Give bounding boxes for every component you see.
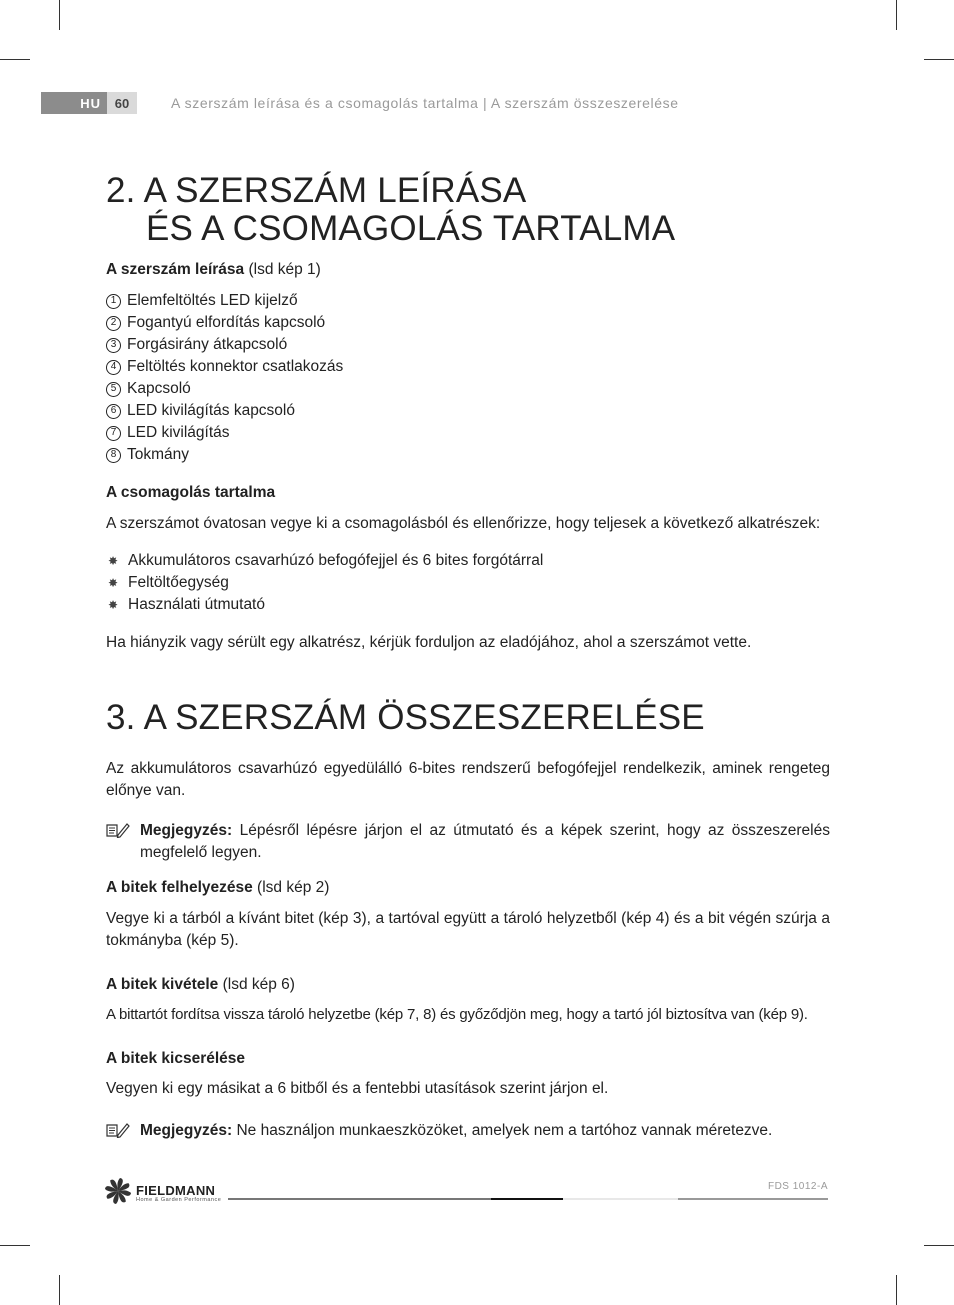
parts-list-item — [106, 290, 343, 312]
note-2-label: Megjegyzés: — [140, 1122, 233, 1139]
parts-list-item — [106, 422, 343, 444]
part-label: Feltöltés konnektor csatlakozás — [127, 358, 344, 375]
parts-list-item — [106, 334, 343, 356]
description-heading — [106, 259, 830, 281]
assembly-intro: Az akkumulátoros csavarhúzó egyedülálló 6-bites rendszerű befogófejjel rendelkezik, aminek rengeteg előnye van. — [106, 760, 830, 799]
gear-bullet-icon: ✸ — [107, 598, 119, 612]
section-2-title-line1: 2. A SZERSZÁM LEÍRÁSA — [106, 171, 527, 210]
model-number: FDS 1012-A — [767, 1181, 828, 1192]
part-number-badge: 4 — [106, 360, 121, 375]
insert-heading-ref: (lsd kép 2) — [252, 879, 330, 896]
description-heading-ref: (lsd kép 1) — [244, 261, 321, 278]
package-item-label: Használati útmutató — [128, 596, 265, 613]
page-number: 60 — [107, 92, 137, 114]
crop-mark — [0, 59, 30, 60]
part-label: Kapcsoló — [127, 380, 191, 397]
remove-heading — [106, 974, 830, 996]
part-number-badge: 2 — [106, 316, 121, 331]
package-list-item — [106, 594, 543, 616]
remove-heading-title: A bitek kivétele — [106, 976, 219, 993]
parts-list-item — [106, 444, 343, 466]
note-1-label: Megjegyzés: — [140, 822, 233, 839]
remove-text: A bittartót fordítsa vissza tároló helyzetbe (kép 7, 8) és győződjön meg, hogy a tartó jól biztosítva van (kép 9). — [106, 1006, 808, 1023]
section-2-title-line2: ÉS A CSOMAGOLÁS TARTALMA — [146, 209, 676, 248]
note-pencil-icon — [106, 1120, 140, 1145]
crop-mark — [59, 0, 60, 30]
replace-text: Vegyen ki egy másikat a 6 bitből és a fentebbi utasítások szerint járjon el. — [106, 1080, 609, 1097]
part-number-badge: 3 — [106, 338, 121, 353]
note-2-text: Ne használjon munkaeszközöket, amelyek nem a tartóhoz vannak méretezve. — [232, 1122, 773, 1139]
replace-heading: A bitek kicserélése — [106, 1050, 246, 1067]
crop-mark — [896, 0, 897, 30]
parts-list-item — [106, 378, 343, 400]
part-label: Fogantyú elfordítás kapcsoló — [127, 314, 326, 331]
gear-bullet-icon: ✸ — [107, 576, 119, 590]
note-2 — [106, 1120, 830, 1145]
package-item-label: Akkumulátoros csavarhúzó befogófejjel és 6 bites forgótárral — [128, 552, 544, 569]
crop-mark — [896, 1275, 897, 1305]
crop-mark — [924, 59, 954, 60]
part-number-badge: 5 — [106, 382, 121, 397]
part-number-badge: 1 — [106, 294, 121, 309]
insert-heading-title: A bitek felhelyezése — [106, 879, 253, 896]
note-1-text: Lépésről lépésre járjon el az útmutató és a képek szerint, hogy az összeszerelés megfelelő legyen. — [140, 822, 830, 861]
brand-tagline: Home & Garden Performance — [136, 1196, 222, 1203]
brand-logo — [104, 1177, 221, 1210]
part-number-badge: 6 — [106, 404, 121, 419]
package-list — [106, 550, 543, 616]
parts-list — [106, 290, 343, 466]
insert-text: Vegye ki a tárból a kívánt bitet (kép 3), a tartóval együtt a tároló helyzetből (kép 4) és a bit végén szúrja a tokmányba (kép 5). — [106, 910, 830, 949]
crop-mark — [924, 1245, 954, 1246]
language-badge: HU — [41, 92, 107, 114]
breadcrumb: A szerszám leírása és a csomagolás tartalma | A szerszám összeszerelése — [171, 95, 679, 111]
note-1 — [106, 820, 830, 864]
part-label: Elemfeltöltés LED kijelző — [127, 292, 298, 309]
section-3-title: 3. A SZERSZÁM ÖSSZESZERELÉSE — [106, 698, 705, 737]
brand-name: FIELDMANN — [136, 1182, 216, 1198]
package-intro: A szerszámot óvatosan vegye ki a csomagolásból és ellenőrizze, hogy teljesek a következő alkatrészek: — [106, 515, 821, 532]
missing-parts-text: Ha hiányzik vagy sérült egy alkatrész, kérjük forduljon az eladójához, ahol a szerszámot vette. — [106, 634, 752, 651]
remove-heading-ref: (lsd kép 6) — [218, 976, 295, 993]
page-header — [41, 92, 679, 114]
package-list-item — [106, 550, 543, 572]
package-item-label: Feltöltőegység — [128, 574, 229, 591]
parts-list-item — [106, 400, 343, 422]
description-heading-title: A szerszám leírása — [106, 261, 245, 278]
parts-list-item — [106, 356, 343, 378]
part-number-badge: 7 — [106, 426, 121, 441]
fan-logo-icon — [104, 1177, 132, 1210]
part-label: Forgásirány átkapcsoló — [127, 336, 288, 353]
parts-list-item — [106, 312, 343, 334]
section-2-title — [106, 172, 675, 248]
part-label: Tokmány — [127, 446, 190, 463]
footer-rule — [228, 1198, 828, 1200]
crop-mark — [0, 1245, 30, 1246]
note-pencil-icon — [106, 820, 140, 864]
package-list-item — [106, 572, 543, 594]
package-heading: A csomagolás tartalma — [106, 484, 276, 501]
part-label: LED kivilágítás — [127, 424, 230, 441]
part-number-badge: 8 — [106, 448, 121, 463]
gear-bullet-icon: ✸ — [107, 554, 119, 568]
insert-heading — [106, 877, 830, 899]
part-label: LED kivilágítás kapcsoló — [127, 402, 295, 419]
crop-mark — [59, 1275, 60, 1305]
